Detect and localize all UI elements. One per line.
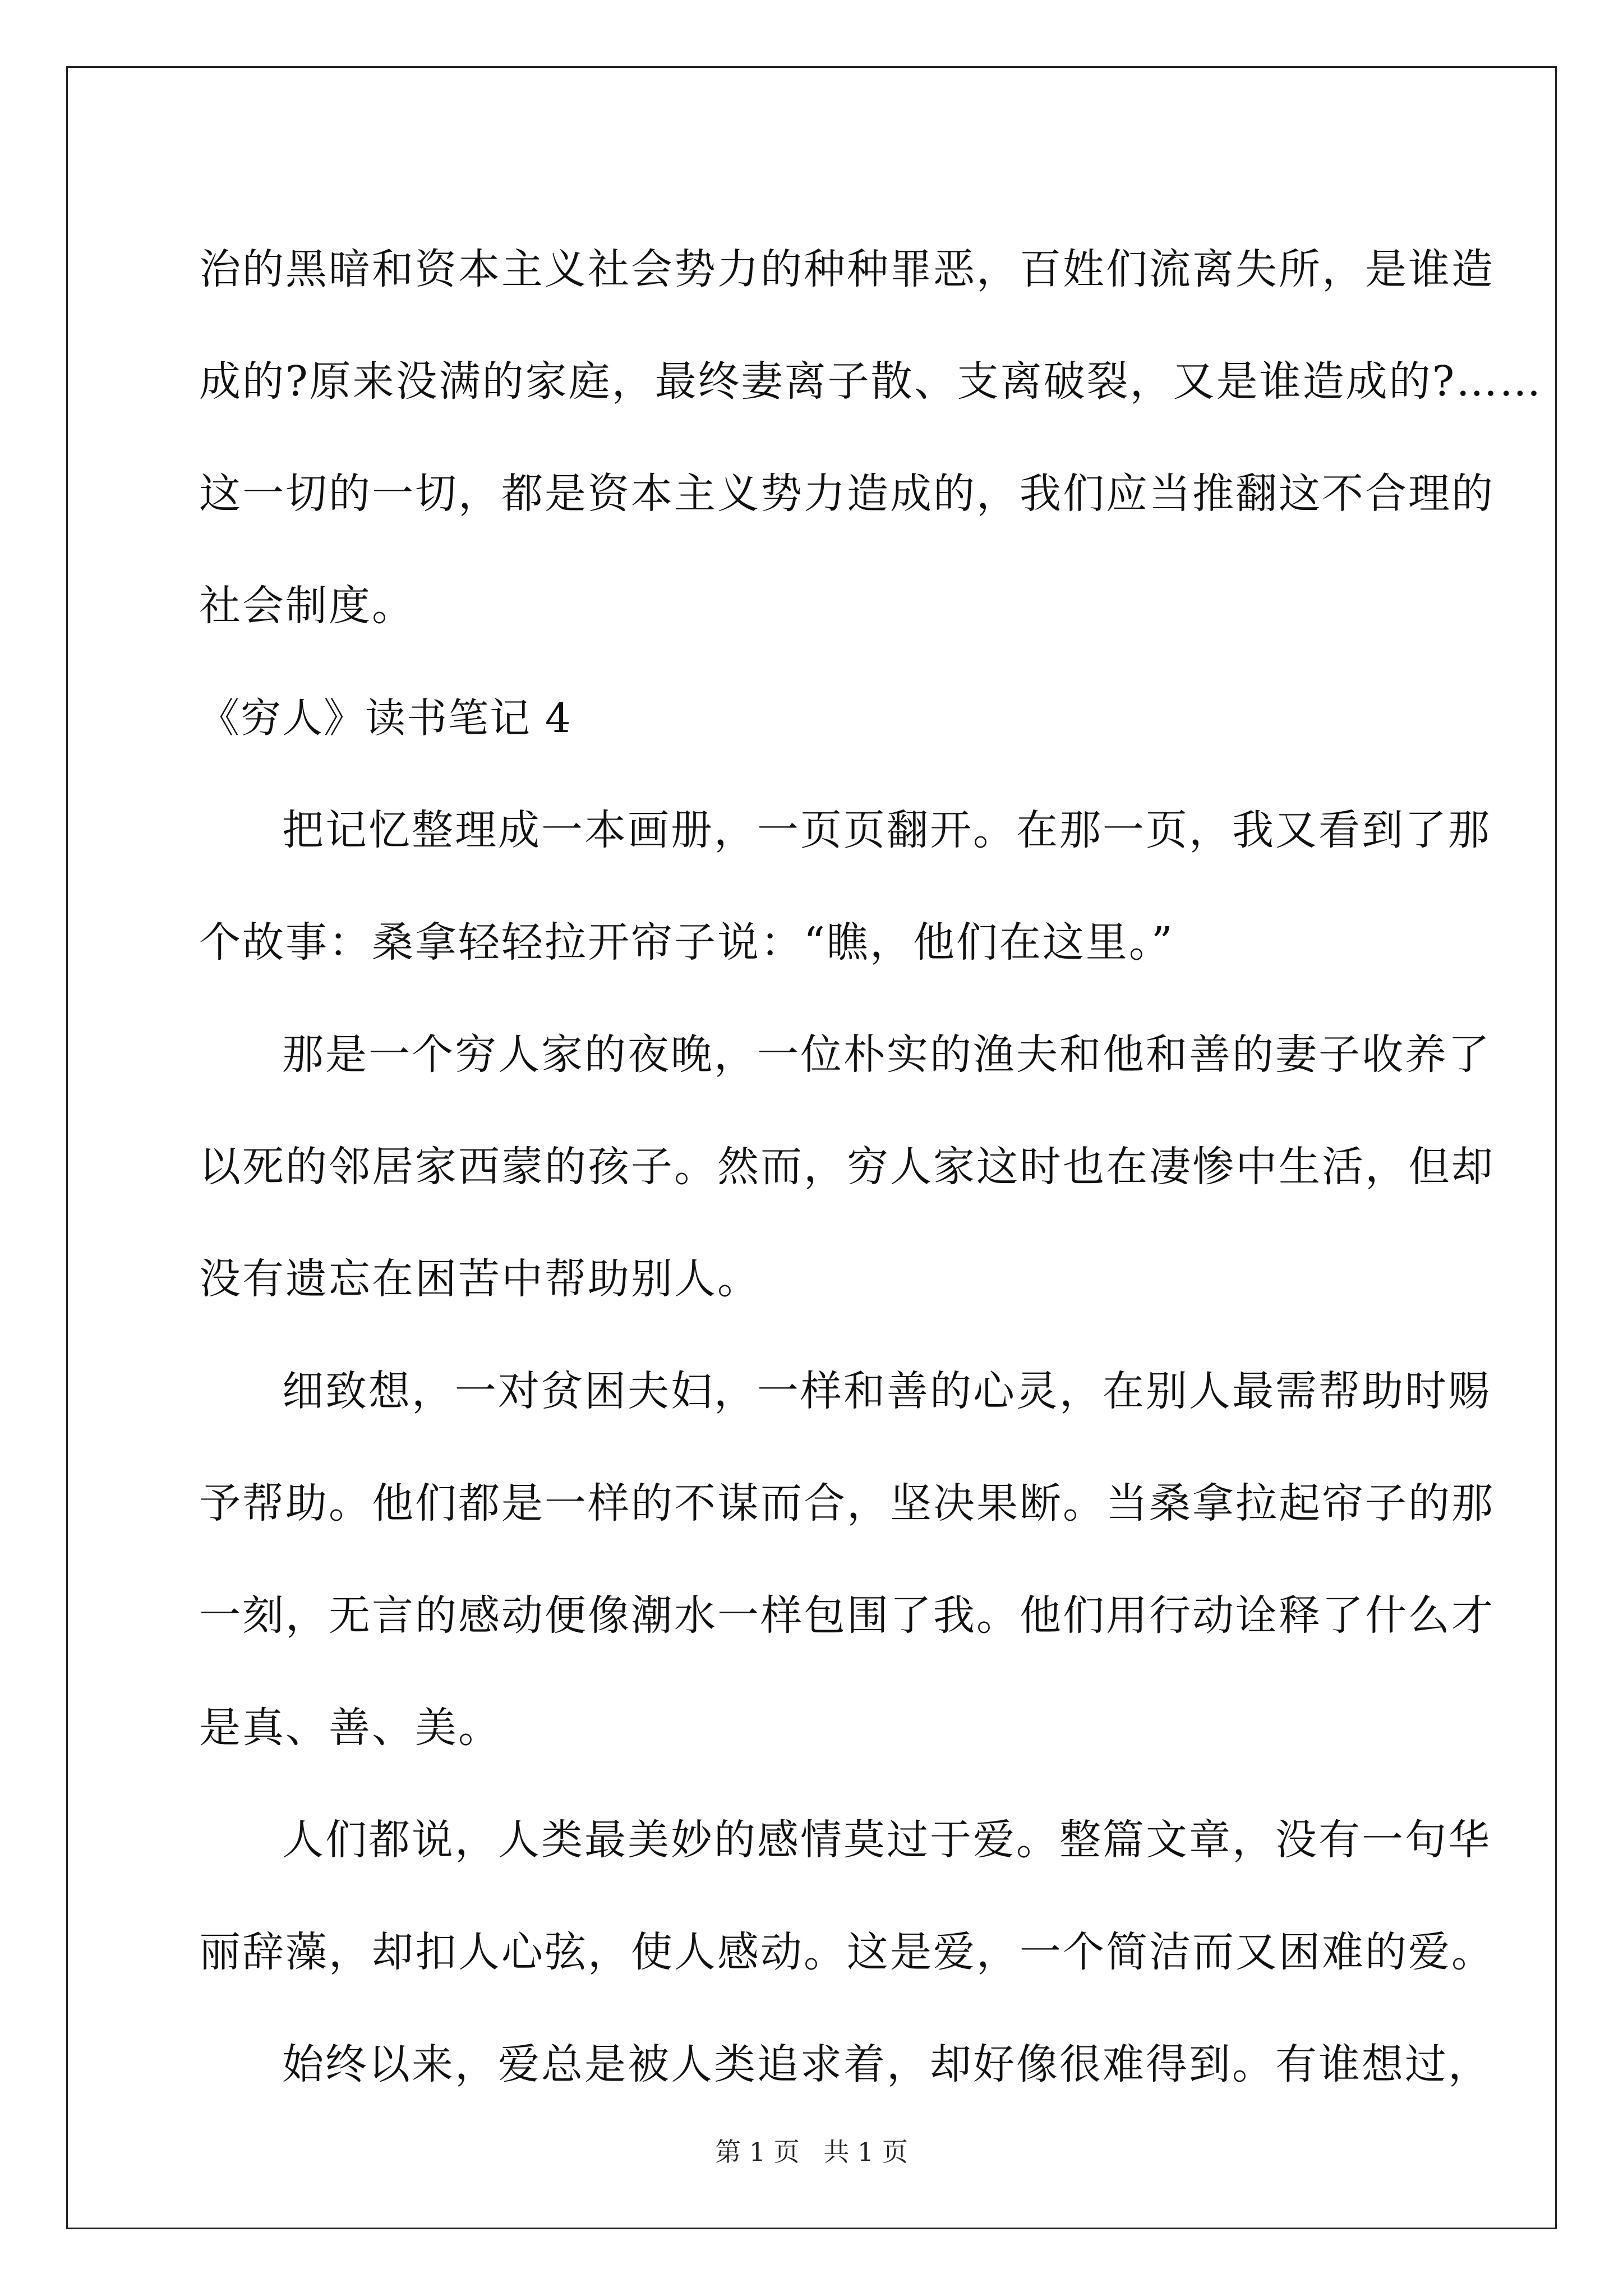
text-line: 一刻，无言的感动便像潮水一样包围了我。他们用行动诠释了什么才 <box>199 1591 1495 1640</box>
document-body <box>199 213 1543 2120</box>
text-line: 细致想，一对贫困夫妇，一样和善的心灵，在别人最需帮助时赐 <box>282 1367 1491 1415</box>
text-line: 始终以来，爱总是被人类追求着，却好像很难得到。有谁想过， <box>282 2040 1491 2088</box>
text-line: 社会制度。 <box>199 582 415 630</box>
text-line: 个故事：桑拿轻轻拉开帘子说：“瞧，他们在这里。” <box>199 918 1174 967</box>
page-total: 共 1 页 <box>823 2137 908 2167</box>
text-line: 是真、善、美。 <box>199 1704 501 1752</box>
text-line: 把记忆整理成一本画册，一页页翻开。在那一页，我又看到了那 <box>282 806 1491 854</box>
page-footer <box>0 2132 1623 2169</box>
text-line: 这一切的一切，都是资本主义势力造成的，我们应当推翻这不合理的 <box>199 470 1495 518</box>
text-line: 予帮助。他们都是一样的不谋而合，坚决果断。当桑拿拉起帘子的那 <box>199 1479 1495 1527</box>
text-line: 成的?原来没满的家庭，最终妻离子散、支离破裂，又是谁造成的?…… <box>199 357 1543 406</box>
text-line: 没有遗忘在困苦中帮助别人。 <box>199 1255 760 1303</box>
text-line: 人们都说，人类最美妙的感情莫过于爱。整篇文章，没有一句华 <box>282 1816 1491 1864</box>
text-line: 那是一个穷人家的夜晚，一位朴实的渔夫和他和善的妻子收养了 <box>282 1030 1491 1079</box>
text-line: 丽辞藻，却扣人心弦，使人感动。这是爱，一个简洁而又困难的爱。 <box>199 1928 1495 1976</box>
section-heading: 《穷人》读书笔记 4 <box>199 694 572 742</box>
text-line: 治的黑暗和资本主义社会势力的种种罪恶，百姓们流离失所，是谁造 <box>199 245 1495 293</box>
page-number: 第 1 页 <box>715 2137 800 2167</box>
text-line: 以死的邻居家西蒙的孩子。然而，穷人家这时也在凄惨中生活，但却 <box>199 1143 1495 1191</box>
